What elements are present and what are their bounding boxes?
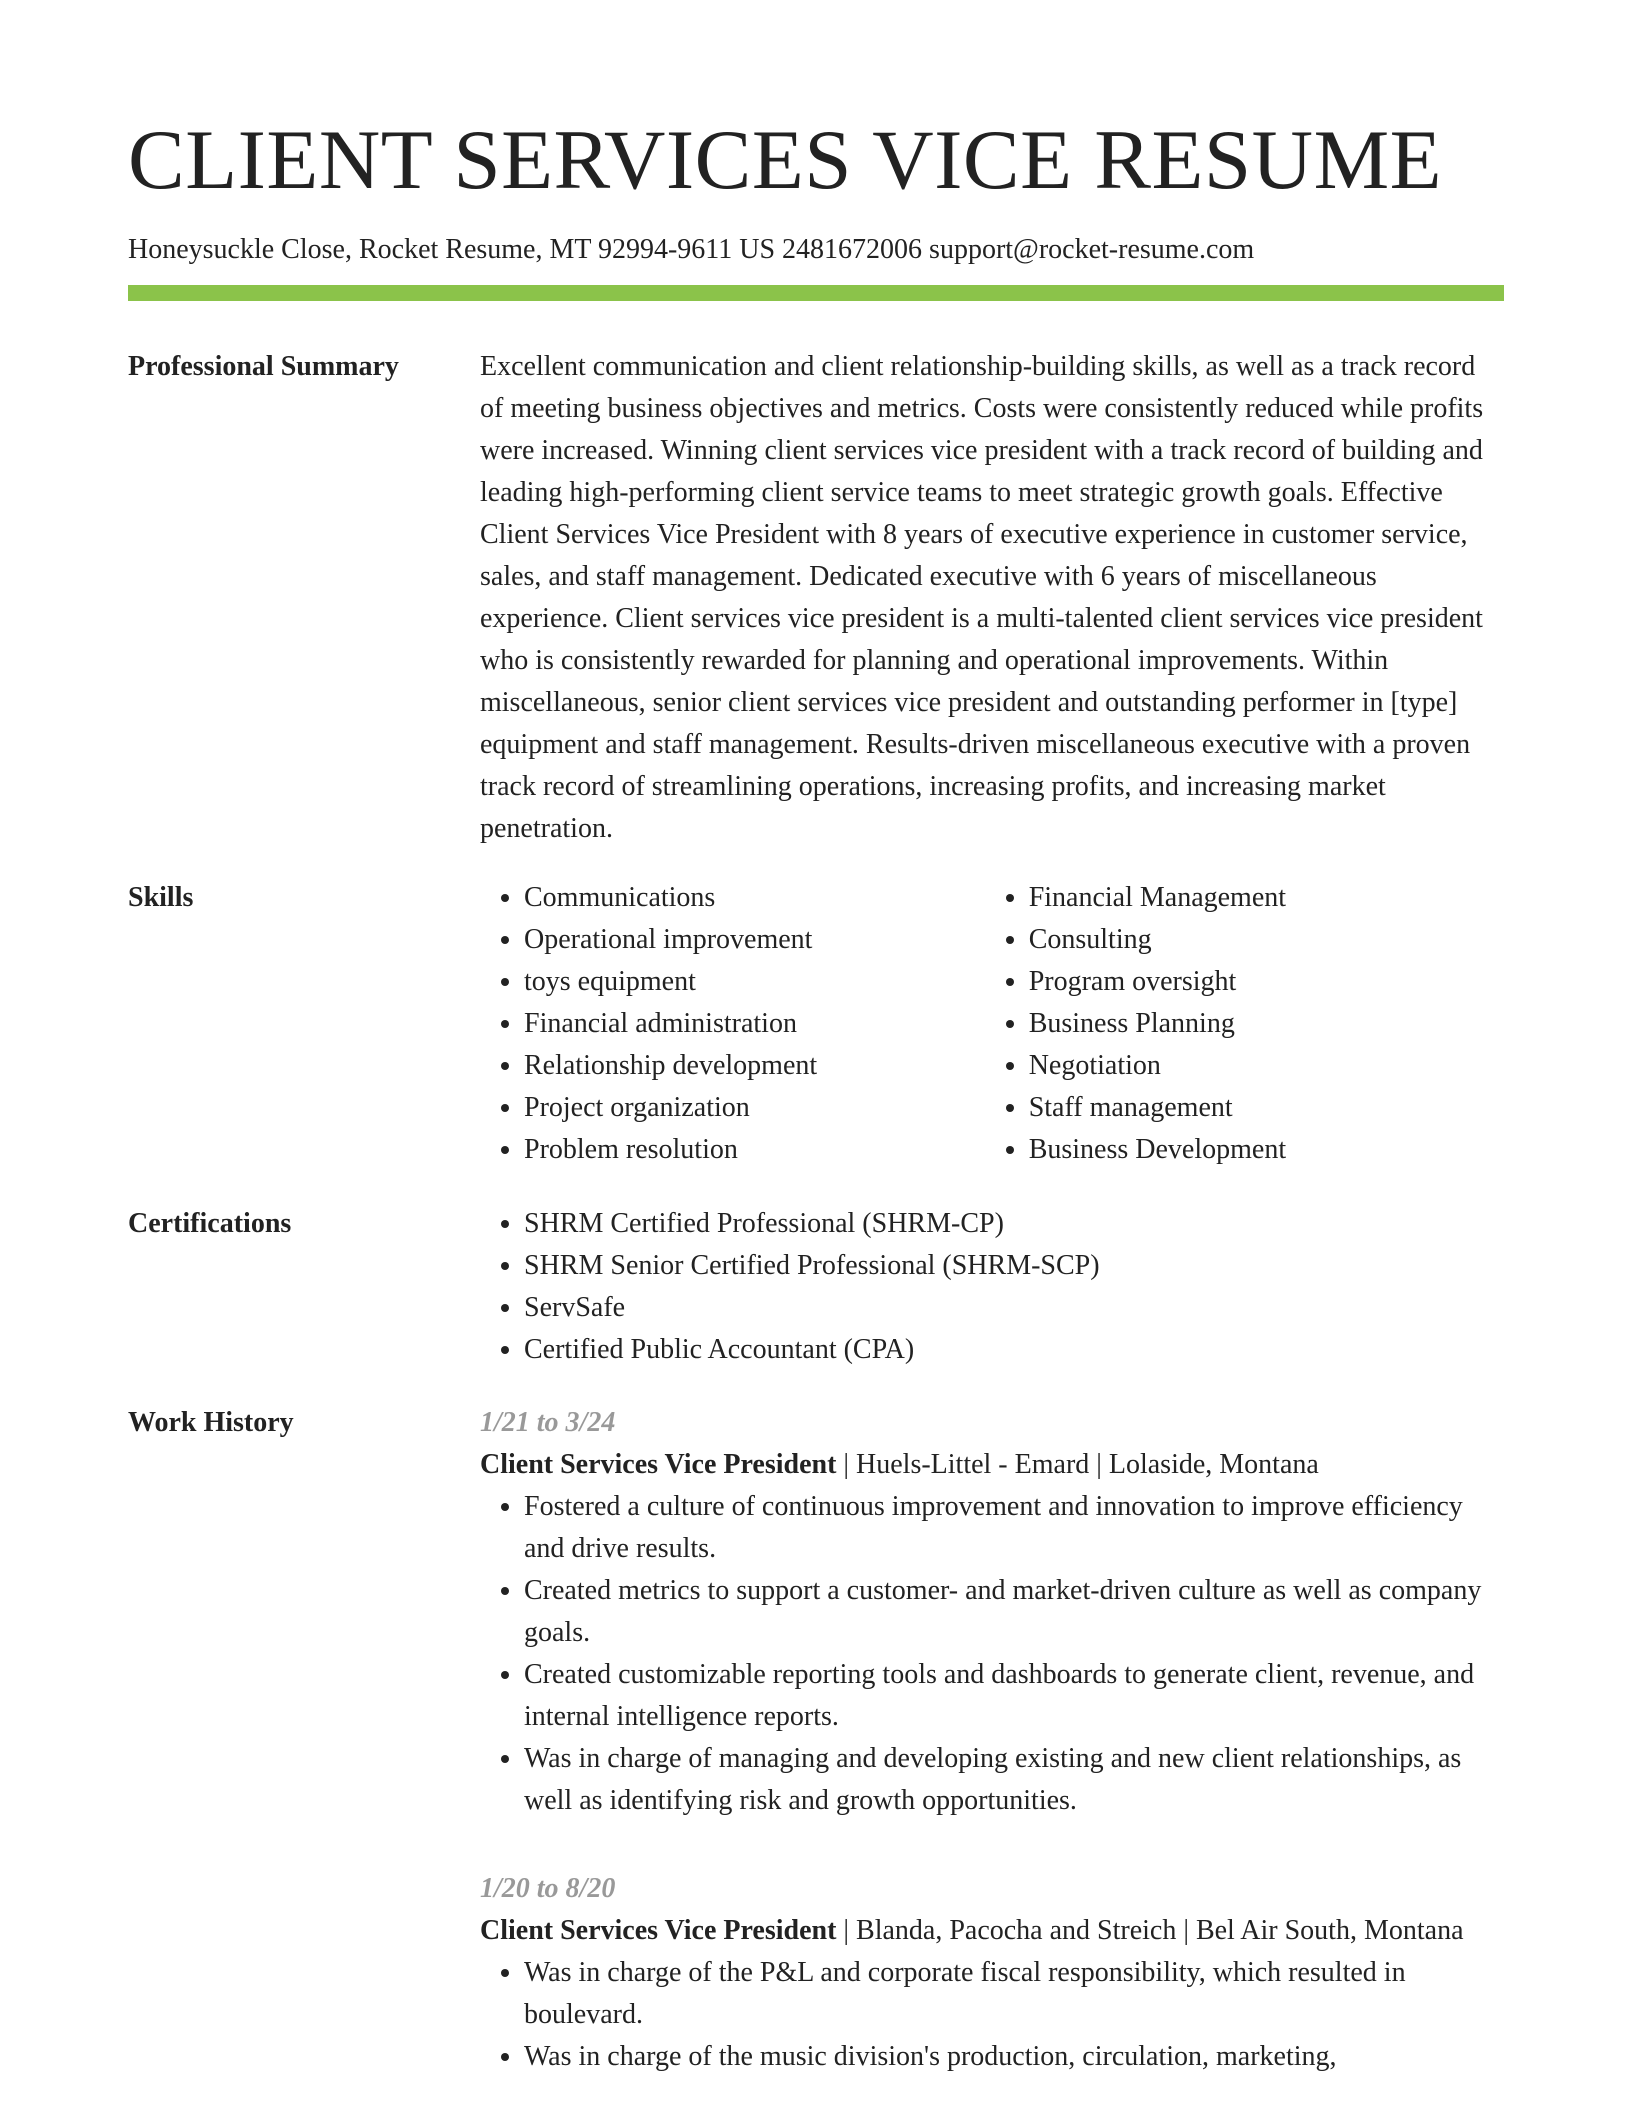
skills-heading: Skills xyxy=(128,882,194,913)
job-bullet: • Fostered a culture of continuous improvement and innovation to improve efficiency and drive results. xyxy=(524,1486,1504,1570)
skill-item: • Staff management xyxy=(1029,1087,1504,1129)
skill-item: • Business Planning xyxy=(1029,1003,1504,1045)
skill-item: • Financial Management xyxy=(1029,877,1504,919)
skill-item: • Relationship development xyxy=(524,1045,985,1087)
certification-item: • SHRM Senior Certified Professional (SHRM-SCP) xyxy=(524,1245,1504,1287)
job-bullet: • Was in charge of managing and developing existing and new client relationships, as well as identifying risk and growth opportunities. xyxy=(524,1738,1504,1822)
certifications-heading: Certifications xyxy=(128,1208,292,1239)
skill-item: • Business Development xyxy=(1029,1129,1504,1171)
job-bullet: • Created metrics to support a customer- and market-driven culture as well as company goals. xyxy=(524,1570,1504,1654)
job-title-line xyxy=(480,1444,1504,1486)
skill-item: • Problem resolution xyxy=(524,1129,985,1171)
work-history-body xyxy=(480,1402,1504,2102)
work-history-heading: Work History xyxy=(128,1407,294,1438)
skill-item: • Financial administration xyxy=(524,1003,985,1045)
certification-item: • ServSafe xyxy=(524,1287,1504,1329)
job-bullets xyxy=(480,1486,1504,1822)
skills-column-right xyxy=(985,877,1504,1171)
skill-item: • Consulting xyxy=(1029,919,1504,961)
job-title-line xyxy=(480,1910,1504,1952)
job-title: Client Services Vice President xyxy=(480,1915,837,1946)
job-entry xyxy=(480,1402,1504,1822)
skill-item: • Program oversight xyxy=(1029,961,1504,1003)
job-employer-location: | Blanda, Pacocha and Streich | Bel Air South, Montana xyxy=(836,1915,1464,1946)
skills-column-left xyxy=(480,877,985,1171)
job-bullet: • Created customizable reporting tools and dashboards to generate client, revenue, and internal intelligence reports. xyxy=(524,1654,1504,1738)
skills-grid xyxy=(480,877,1504,1171)
skill-item: • toys equipment xyxy=(524,961,985,1003)
certification-item: • Certified Public Accountant (CPA) xyxy=(524,1329,1504,1371)
job-dates: 1/21 to 3/24 xyxy=(480,1407,616,1438)
certification-item: • SHRM Certified Professional (SHRM-CP) xyxy=(524,1203,1504,1245)
skill-item: • Operational improvement xyxy=(524,919,985,961)
header-accent-rule xyxy=(128,285,1504,301)
summary-heading: Professional Summary xyxy=(128,351,399,382)
skill-item: • Negotiation xyxy=(1029,1045,1504,1087)
certifications-body xyxy=(480,1203,1504,1371)
contact-line: Honeysuckle Close, Rocket Resume, MT 92994-9611 US 2481672006 support@rocket-resume.com xyxy=(128,234,1255,265)
job-bullet: • Was in charge of the P&L and corporate fiscal responsibility, which resulted in boulevard. xyxy=(524,1952,1504,2036)
job-entry xyxy=(480,1868,1504,2078)
skill-item: • Communications xyxy=(524,877,985,919)
job-title: Client Services Vice President xyxy=(480,1449,837,1480)
summary-text: Excellent communication and client relationship-building skills, as well as a track record of meeting business objectives and metrics. Costs were consistently reduced while profits were increased. Winning client services vice president with a track record of building and leading high-performing client service teams to meet strategic growth goals. Effective Client Services Vice President with 8 years of executive experience in customer service, sales, and staff management. Dedicated executive with 6 years of miscellaneous experience. Client services vice president is a multi-talented client services vice president who is consistently rewarded for planning and operational improvements. Within miscellaneous, senior client services vice president and outstanding performer in [type] equipment and staff management. Results-driven miscellaneous executive with a proven track record of streamlining operations, increasing profits, and increasing market penetration. xyxy=(480,351,1484,844)
skill-item: • Project organization xyxy=(524,1087,985,1129)
summary-body xyxy=(480,346,1504,850)
job-bullet: • Was in charge of the music division's production, circulation, marketing, xyxy=(524,2036,1504,2078)
job-bullets xyxy=(480,1952,1504,2078)
certifications-list xyxy=(480,1203,1504,1371)
job-dates: 1/20 to 8/20 xyxy=(480,1873,616,1904)
job-employer-location: | Huels-Littel - Emard | Lolaside, Montana xyxy=(836,1449,1319,1480)
resume-title: CLIENT SERVICES VICE RESUME xyxy=(128,113,1443,207)
